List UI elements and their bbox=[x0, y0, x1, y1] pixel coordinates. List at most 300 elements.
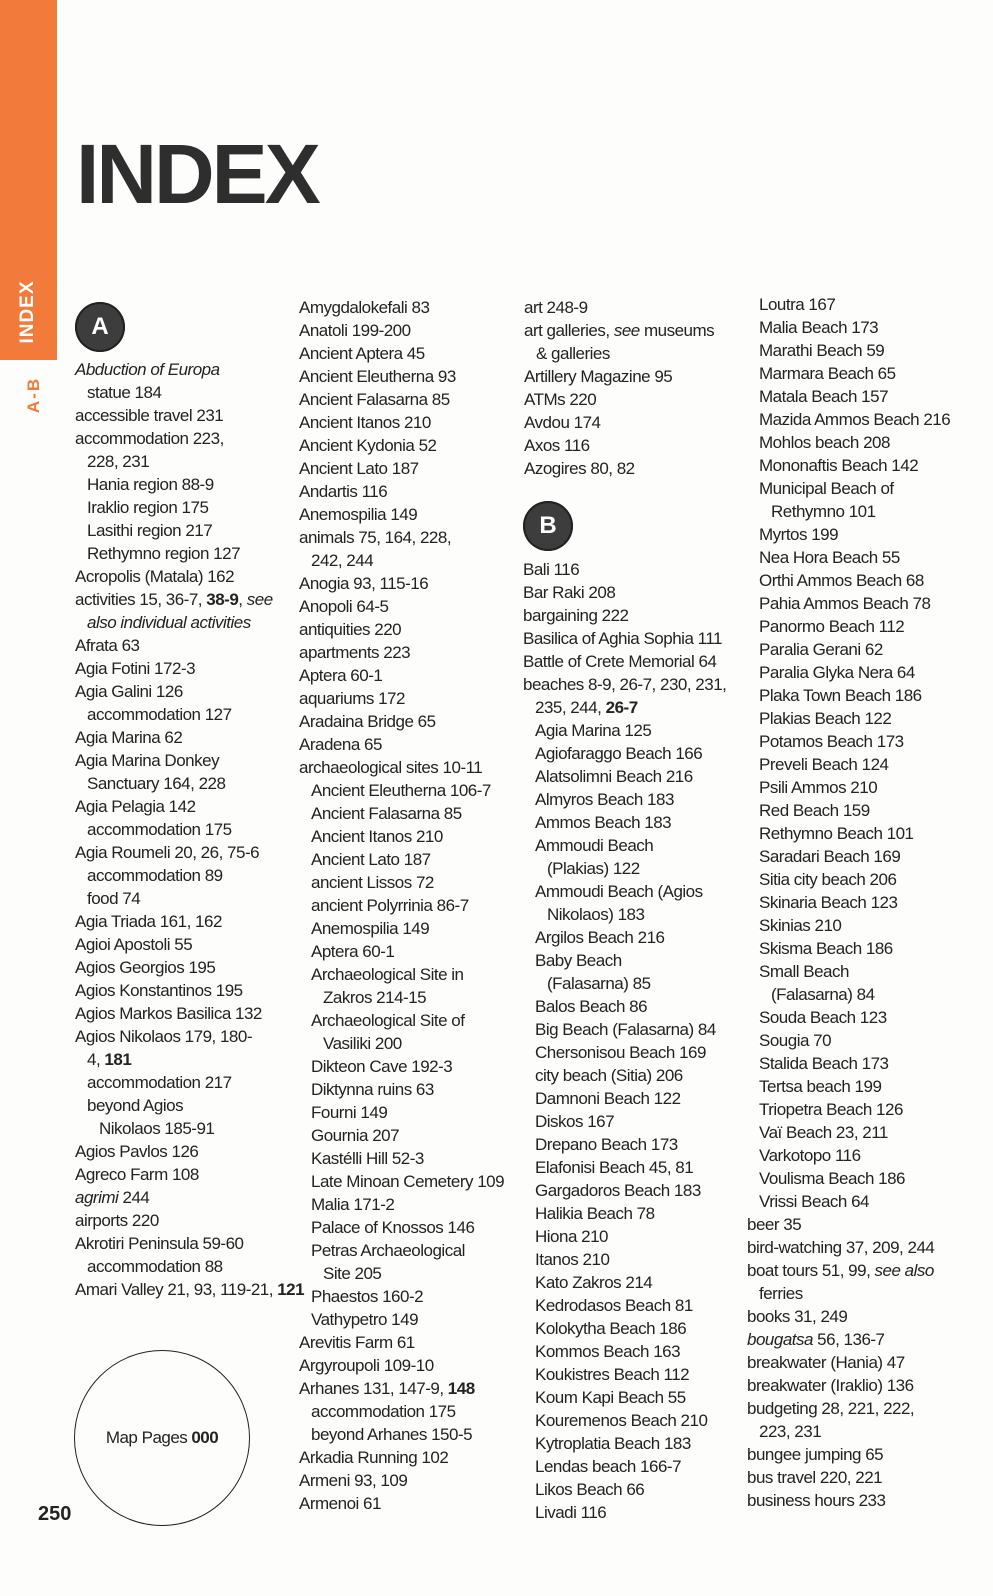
entry-text: Koukistres Beach 112 bbox=[535, 1365, 690, 1384]
entry-text: Marathi Beach 59 bbox=[759, 341, 885, 360]
entry-text: Halikia Beach 78 bbox=[535, 1204, 655, 1223]
entry-text: Triopetra Beach 126 bbox=[759, 1100, 903, 1119]
index-subentry bbox=[747, 339, 987, 362]
index-subentry bbox=[523, 834, 763, 880]
entry-text: Potamos Beach 173 bbox=[759, 732, 904, 751]
index-entry bbox=[299, 595, 539, 618]
index-subentry bbox=[523, 1363, 763, 1386]
index-subentry bbox=[747, 477, 987, 523]
entry-text: Mohlos beach 208 bbox=[759, 433, 890, 452]
entry-text: Gargadoros Beach 183 bbox=[535, 1181, 701, 1200]
entry-text: Andartis 116 bbox=[299, 482, 388, 501]
entry-text: ancient Lissos 72 bbox=[311, 873, 434, 892]
entry-text: museums & galleries bbox=[536, 321, 715, 363]
index-subentry bbox=[523, 1248, 763, 1271]
entry-text: Panormo Beach 112 bbox=[759, 617, 905, 636]
entry-text: Aradaina Bridge 65 bbox=[299, 712, 436, 731]
entry-text: Chersonisou Beach 169 bbox=[535, 1043, 706, 1062]
index-subentry bbox=[523, 926, 763, 949]
index-subentry bbox=[75, 887, 315, 910]
entry-text: Late Minoan Cemetery 109 bbox=[311, 1172, 505, 1191]
index-subentry bbox=[299, 1400, 539, 1423]
index-entry bbox=[75, 979, 315, 1002]
entry-text: Armeni 93, 109 bbox=[299, 1471, 408, 1490]
entry-text-italic: see also bbox=[874, 1261, 934, 1280]
entry-text: Ancient Lato 187 bbox=[311, 850, 431, 869]
index-entry bbox=[299, 503, 539, 526]
index-subentry bbox=[523, 1202, 763, 1225]
index-subentry bbox=[747, 730, 987, 753]
entry-text: Kato Zakros 214 bbox=[535, 1273, 653, 1292]
index-subentry bbox=[747, 753, 987, 776]
entry-text: Koum Kapi Beach 55 bbox=[535, 1388, 686, 1407]
entry-text: art 248-9 bbox=[524, 298, 588, 317]
letter-range-label: A-B bbox=[24, 376, 43, 414]
entry-text: Diskos 167 bbox=[535, 1112, 615, 1131]
entry-text: Lendas beach 166-7 bbox=[535, 1457, 682, 1476]
entry-text: accommodation 175 bbox=[87, 820, 232, 839]
index-subentry bbox=[747, 822, 987, 845]
entry-text: Nea Hora Beach 55 bbox=[759, 548, 900, 567]
entry-text: art galleries, bbox=[524, 321, 614, 340]
index-subentry bbox=[747, 1121, 987, 1144]
entry-text: Skinaria Beach 123 bbox=[759, 893, 898, 912]
entry-text: ferries bbox=[759, 1284, 803, 1303]
index-subentry bbox=[747, 891, 987, 914]
index-entry bbox=[299, 1446, 539, 1469]
entry-text: Plaka Town Beach 186 bbox=[759, 686, 922, 705]
index-subentry bbox=[523, 1340, 763, 1363]
index-subentry bbox=[747, 431, 987, 454]
entry-text: Ancient Eleutherna 93 bbox=[299, 367, 456, 386]
index-entry bbox=[299, 434, 539, 457]
entry-text: Kastélli Hill 52-3 bbox=[311, 1149, 424, 1168]
entry-text: Orthi Ammos Beach 68 bbox=[759, 571, 924, 590]
index-subentry bbox=[747, 1167, 987, 1190]
index-subentry bbox=[747, 1006, 987, 1029]
entry-text: Itanos 210 bbox=[535, 1250, 610, 1269]
index-subentry bbox=[299, 779, 539, 802]
index-subentry bbox=[299, 825, 539, 848]
index-subentry bbox=[523, 811, 763, 834]
entry-text: Archaeological Site of Vasiliki 200 bbox=[311, 1011, 465, 1053]
entry-text: Agia Triada 161, 162 bbox=[75, 912, 222, 931]
index-subentry bbox=[299, 1285, 539, 1308]
entry-text: accommodation 89 bbox=[87, 866, 223, 885]
entry-text: Agiofaraggo Beach 166 bbox=[535, 744, 703, 763]
entry-text: Argyroupoli 109-10 bbox=[299, 1356, 434, 1375]
index-subentry bbox=[747, 960, 987, 1006]
entry-text: Alatsolimni Beach 216 bbox=[535, 767, 693, 786]
index-subentry bbox=[747, 293, 987, 316]
entry-text: airports 220 bbox=[75, 1211, 159, 1230]
index-entry bbox=[299, 618, 539, 641]
index-subentry bbox=[523, 1018, 763, 1041]
entry-text: Matala Beach 157 bbox=[759, 387, 889, 406]
entry-text: 56, 136-7 bbox=[812, 1330, 885, 1349]
entry-text: Agios Georgios 195 bbox=[75, 958, 216, 977]
entry-text: Agia Roumeli 20, 26, 75-6 bbox=[75, 843, 260, 862]
entry-text: Hania region 88-9 bbox=[87, 475, 214, 494]
index-subentry bbox=[299, 1101, 539, 1124]
entry-text: Livadi 116 bbox=[535, 1503, 607, 1522]
index-subentry bbox=[523, 995, 763, 1018]
entry-text: Malia 171-2 bbox=[311, 1195, 395, 1214]
entry-text: Amygdalokefali 83 bbox=[299, 298, 430, 317]
entry-text: Bar Raki 208 bbox=[523, 583, 616, 602]
entry-text: Pahia Ammos Beach 78 bbox=[759, 594, 931, 613]
index-entry bbox=[75, 933, 315, 956]
entry-text: breakwater (Iraklio) 136 bbox=[747, 1376, 914, 1395]
index-entry bbox=[75, 565, 315, 588]
entry-text: archaeological sites 10-11 bbox=[299, 758, 483, 777]
entry-text: books 31, 249 bbox=[747, 1307, 848, 1326]
index-entry bbox=[524, 319, 764, 365]
map-pages-number: 000 bbox=[191, 1428, 219, 1447]
entry-text: Ancient Itanos 210 bbox=[311, 827, 443, 846]
index-column-2 bbox=[299, 296, 539, 1515]
entry-text: Hiona 210 bbox=[535, 1227, 609, 1246]
entry-text: Baby Beach (Falasarna) 85 bbox=[535, 951, 651, 993]
entry-text: accessible travel 231 bbox=[75, 406, 224, 425]
index-subentry bbox=[523, 1409, 763, 1432]
index-entry bbox=[75, 404, 315, 427]
index-subentry bbox=[747, 684, 987, 707]
entry-text: bungee jumping 65 bbox=[747, 1445, 884, 1464]
index-subentry bbox=[747, 362, 987, 385]
index-subentry bbox=[299, 1055, 539, 1078]
index-entry bbox=[75, 657, 315, 680]
entry-text: Saradari Beach 169 bbox=[759, 847, 901, 866]
entry-text-italic: bougatsa bbox=[747, 1330, 813, 1349]
index-subentry bbox=[747, 845, 987, 868]
index-entry bbox=[299, 1354, 539, 1377]
index-subentry bbox=[747, 546, 987, 569]
index-entry bbox=[523, 627, 763, 650]
entry-text: Ancient Falasarna 85 bbox=[299, 390, 450, 409]
index-entry bbox=[75, 1002, 315, 1025]
index-entry bbox=[747, 1259, 987, 1305]
letter-heading-b: B bbox=[523, 501, 573, 551]
entry-text: Agios Pavlos 126 bbox=[75, 1142, 199, 1161]
entry-text: Agioi Apostoli 55 bbox=[75, 935, 193, 954]
entry-text: Kommos Beach 163 bbox=[535, 1342, 681, 1361]
index-column-4 bbox=[747, 293, 987, 1512]
entry-text: Anemospilia 149 bbox=[299, 505, 418, 524]
entry-text: Akrotiri Peninsula 59-60 bbox=[75, 1234, 244, 1253]
index-subentry bbox=[523, 880, 763, 926]
index-entry bbox=[299, 756, 539, 779]
index-entry bbox=[75, 1140, 315, 1163]
index-subentry bbox=[523, 1386, 763, 1409]
index-entry bbox=[75, 634, 315, 657]
entry-text: Bali 116 bbox=[523, 560, 580, 579]
index-entry bbox=[299, 733, 539, 756]
entry-text: Diktynna ruins 63 bbox=[311, 1080, 434, 1099]
page-ref-bold: 38-9 bbox=[206, 590, 239, 609]
index-subentry bbox=[523, 1478, 763, 1501]
entry-text: antiquities 220 bbox=[299, 620, 402, 639]
entry-text: aquariums 172 bbox=[299, 689, 405, 708]
index-entry bbox=[747, 1328, 987, 1351]
entry-text-italic: agrimi bbox=[75, 1188, 119, 1207]
index-entry bbox=[524, 388, 764, 411]
entry-text: business hours 233 bbox=[747, 1491, 886, 1510]
entry-text: Archaeological Site in Zakros 214-15 bbox=[311, 965, 464, 1007]
index-entry bbox=[75, 1278, 315, 1301]
index-subentry bbox=[747, 937, 987, 960]
index-entry bbox=[299, 1492, 539, 1515]
entry-text: Malia Beach 173 bbox=[759, 318, 879, 337]
index-entry bbox=[524, 457, 764, 480]
index-entry bbox=[747, 1305, 987, 1328]
page-title: INDEX bbox=[76, 127, 318, 221]
index-entry bbox=[747, 1374, 987, 1397]
entry-text: Ancient Itanos 210 bbox=[299, 413, 431, 432]
page-ref-bold: 26-7 bbox=[605, 698, 638, 717]
index-entry bbox=[523, 604, 763, 627]
index-subentry bbox=[299, 894, 539, 917]
index-entry bbox=[747, 1397, 987, 1443]
entry-text: accommodation 127 bbox=[87, 705, 232, 724]
index-subentry bbox=[75, 1094, 315, 1140]
index-entry bbox=[75, 841, 315, 864]
entry-text: Gournia 207 bbox=[311, 1126, 400, 1145]
index-entry bbox=[75, 749, 315, 795]
entry-text: Small Beach (Falasarna) 84 bbox=[759, 962, 875, 1004]
page-number: 250 bbox=[38, 1503, 72, 1525]
map-pages-badge bbox=[74, 1350, 250, 1526]
index-subentry bbox=[747, 454, 987, 477]
index-entry bbox=[75, 427, 315, 473]
index-subentry bbox=[523, 788, 763, 811]
index-subentry bbox=[299, 848, 539, 871]
index-entry bbox=[299, 411, 539, 434]
entry-text: Ancient Eleutherna 106-7 bbox=[311, 781, 491, 800]
index-subentry bbox=[747, 1029, 987, 1052]
index-entry bbox=[524, 434, 764, 457]
index-subentry bbox=[299, 1009, 539, 1055]
entry-text: animals 75, 164, 228, 242, 244 bbox=[299, 528, 452, 570]
entry-text: Myrtos 199 bbox=[759, 525, 839, 544]
index-entry bbox=[75, 726, 315, 749]
index-entry bbox=[747, 1489, 987, 1512]
index-subentry bbox=[299, 1147, 539, 1170]
entry-text: Rethymno Beach 101 bbox=[759, 824, 914, 843]
index-entry bbox=[299, 572, 539, 595]
entry-text: Azogires 80, 82 bbox=[524, 459, 635, 478]
index-subentry bbox=[523, 1064, 763, 1087]
index-subentry bbox=[299, 1216, 539, 1239]
entry-text: Ammoudi Beach (Agios Nikolaos) 183 bbox=[535, 882, 703, 924]
entry-text: Paralia Glyka Nera 64 bbox=[759, 663, 915, 682]
index-column-3-b bbox=[523, 558, 763, 1524]
index-entry bbox=[747, 1236, 987, 1259]
entry-text: accommodation 217 bbox=[87, 1073, 232, 1092]
index-subentry bbox=[747, 1098, 987, 1121]
entry-text: statue 184 bbox=[87, 383, 162, 402]
entry-text: bargaining 222 bbox=[523, 606, 629, 625]
entry-text: Kedrodasos Beach 81 bbox=[535, 1296, 693, 1315]
index-entry bbox=[75, 588, 315, 634]
index-subentry bbox=[523, 1133, 763, 1156]
entry-text: Agreco Farm 108 bbox=[75, 1165, 199, 1184]
entry-text: activities 15, 36-7, bbox=[75, 590, 207, 609]
entry-text: Souda Beach 123 bbox=[759, 1008, 887, 1027]
entry-text: Loutra 167 bbox=[759, 295, 836, 314]
page-ref-bold: 181 bbox=[104, 1050, 132, 1069]
entry-text: , bbox=[238, 590, 247, 609]
entry-text: Mononaftis Beach 142 bbox=[759, 456, 919, 475]
entry-text: accommodation 88 bbox=[87, 1257, 223, 1276]
entry-text: Skisma Beach 186 bbox=[759, 939, 893, 958]
index-subentry bbox=[747, 914, 987, 937]
index-subentry bbox=[299, 940, 539, 963]
index-subentry bbox=[75, 542, 315, 565]
entry-text: Damnoni Beach 122 bbox=[535, 1089, 681, 1108]
map-pages-label: Map Pages bbox=[105, 1428, 188, 1447]
entry-text: food 74 bbox=[87, 889, 141, 908]
entry-text: Artillery Magazine 95 bbox=[524, 367, 673, 386]
entry-text: Elafonisi Beach 45, 81 bbox=[535, 1158, 694, 1177]
index-entry bbox=[524, 296, 764, 319]
index-subentry bbox=[747, 569, 987, 592]
index-subentry bbox=[747, 638, 987, 661]
entry-text: Vrissi Beach 64 bbox=[759, 1192, 869, 1211]
index-subentry bbox=[747, 592, 987, 615]
index-subentry bbox=[299, 871, 539, 894]
entry-text: 244 bbox=[118, 1188, 150, 1207]
entry-text: Tertsa beach 199 bbox=[759, 1077, 882, 1096]
index-entry bbox=[299, 1469, 539, 1492]
entry-text: Psili Ammos 210 bbox=[759, 778, 878, 797]
index-entry bbox=[747, 1351, 987, 1374]
index-subentry bbox=[75, 496, 315, 519]
entry-text: Armenoi 61 bbox=[299, 1494, 381, 1513]
index-subentry bbox=[299, 1423, 539, 1446]
entry-text: Ancient Lato 187 bbox=[299, 459, 419, 478]
entry-text: Varkotopo 116 bbox=[759, 1146, 861, 1165]
index-subentry bbox=[747, 523, 987, 546]
entry-text: Ammos Beach 183 bbox=[535, 813, 672, 832]
entry-text: Battle of Crete Memorial 64 bbox=[523, 652, 717, 671]
index-subentry bbox=[747, 615, 987, 638]
entry-text: Kolokytha Beach 186 bbox=[535, 1319, 687, 1338]
letter-heading-a: A bbox=[75, 302, 125, 352]
index-subentry bbox=[523, 949, 763, 995]
index-entry bbox=[75, 956, 315, 979]
index-subentry bbox=[523, 765, 763, 788]
entry-text: Lasithi region 217 bbox=[87, 521, 213, 540]
index-subentry bbox=[747, 316, 987, 339]
entry-text: Axos 116 bbox=[524, 436, 590, 455]
entry-text: Balos Beach 86 bbox=[535, 997, 648, 1016]
index-entry bbox=[299, 687, 539, 710]
entry-text-italic: Abduction of Europa bbox=[75, 360, 220, 379]
index-column-1 bbox=[75, 358, 315, 1301]
entry-text: Marmara Beach 65 bbox=[759, 364, 896, 383]
index-entry bbox=[524, 365, 764, 388]
entry-text: Ammoudi Beach (Plakias) 122 bbox=[535, 836, 654, 878]
index-entry bbox=[299, 319, 539, 342]
index-entry bbox=[299, 388, 539, 411]
index-subentry bbox=[523, 1455, 763, 1478]
entry-text: beaches 8-9, 26-7, 230, 231, 235, 244, bbox=[523, 675, 727, 717]
entry-text: Preveli Beach 124 bbox=[759, 755, 889, 774]
entry-text: Agios Nikolaos 179, 180- 4, bbox=[75, 1027, 253, 1069]
entry-text: Arevitis Farm 61 bbox=[299, 1333, 415, 1352]
index-entry bbox=[523, 650, 763, 673]
entry-text: boat tours 51, 99, bbox=[747, 1261, 875, 1280]
entry-text: Ancient Kydonia 52 bbox=[299, 436, 437, 455]
index-subentry bbox=[523, 1156, 763, 1179]
entry-text: Agia Pelagia 142 bbox=[75, 797, 196, 816]
entry-text: Anemospilia 149 bbox=[311, 919, 430, 938]
entry-text: Agios Markos Basilica 132 bbox=[75, 1004, 262, 1023]
entry-text: accommodation 175 bbox=[311, 1402, 456, 1421]
entry-text-italic: see bbox=[613, 321, 640, 340]
entry-text: Mazida Ammos Beach 216 bbox=[759, 410, 951, 429]
index-column-3-a bbox=[524, 296, 764, 480]
entry-text: Agia Marina 125 bbox=[535, 721, 652, 740]
index-subentry bbox=[747, 776, 987, 799]
entry-text: Agia Marina 62 bbox=[75, 728, 183, 747]
index-subentry bbox=[523, 1179, 763, 1202]
entry-text: Kytroplatia Beach 183 bbox=[535, 1434, 691, 1453]
index-entry bbox=[75, 1163, 315, 1186]
entry-text: Palace of Knossos 146 bbox=[311, 1218, 475, 1237]
index-subentry bbox=[523, 719, 763, 742]
index-entry bbox=[747, 1443, 987, 1466]
index-entry bbox=[75, 1232, 315, 1255]
index-subentry bbox=[299, 1308, 539, 1331]
index-subentry bbox=[75, 473, 315, 496]
entry-text: Skinias 210 bbox=[759, 916, 842, 935]
index-entry bbox=[299, 641, 539, 664]
entry-text: Plakias Beach 122 bbox=[759, 709, 892, 728]
entry-text: Basilica of Aghia Sophia 111 bbox=[523, 629, 722, 648]
index-entry bbox=[75, 1209, 315, 1232]
entry-text: Aptera 60-1 bbox=[299, 666, 383, 685]
entry-text: beyond Arhanes 150-5 bbox=[311, 1425, 473, 1444]
entry-text: Municipal Beach of Rethymno 101 bbox=[759, 479, 894, 521]
entry-text: Aradena 65 bbox=[299, 735, 382, 754]
entry-text: Kouremenos Beach 210 bbox=[535, 1411, 708, 1430]
entry-text: Vaï Beach 23, 211 bbox=[759, 1123, 888, 1142]
entry-text: apartments 223 bbox=[299, 643, 411, 662]
index-entry bbox=[523, 673, 763, 719]
index-subentry bbox=[299, 917, 539, 940]
index-subentry bbox=[299, 1124, 539, 1147]
index-entry bbox=[75, 1186, 315, 1209]
index-subentry bbox=[75, 864, 315, 887]
entry-text: Petras Archaeological Site 205 bbox=[311, 1241, 465, 1283]
index-entry bbox=[747, 1213, 987, 1236]
index-entry bbox=[75, 358, 315, 404]
entry-text: budgeting 28, 221, 222, 223, 231 bbox=[747, 1399, 915, 1441]
index-entry bbox=[299, 342, 539, 365]
index-entry bbox=[299, 710, 539, 733]
entry-text: Iraklio region 175 bbox=[87, 498, 209, 517]
index-subentry bbox=[747, 799, 987, 822]
index-entry bbox=[75, 1025, 315, 1071]
index-subentry bbox=[299, 1078, 539, 1101]
index-subentry bbox=[299, 963, 539, 1009]
page-ref-bold: 148 bbox=[447, 1379, 475, 1398]
entry-text: ATMs 220 bbox=[524, 390, 597, 409]
index-subentry bbox=[747, 408, 987, 431]
entry-text: Anatoli 199-200 bbox=[299, 321, 411, 340]
